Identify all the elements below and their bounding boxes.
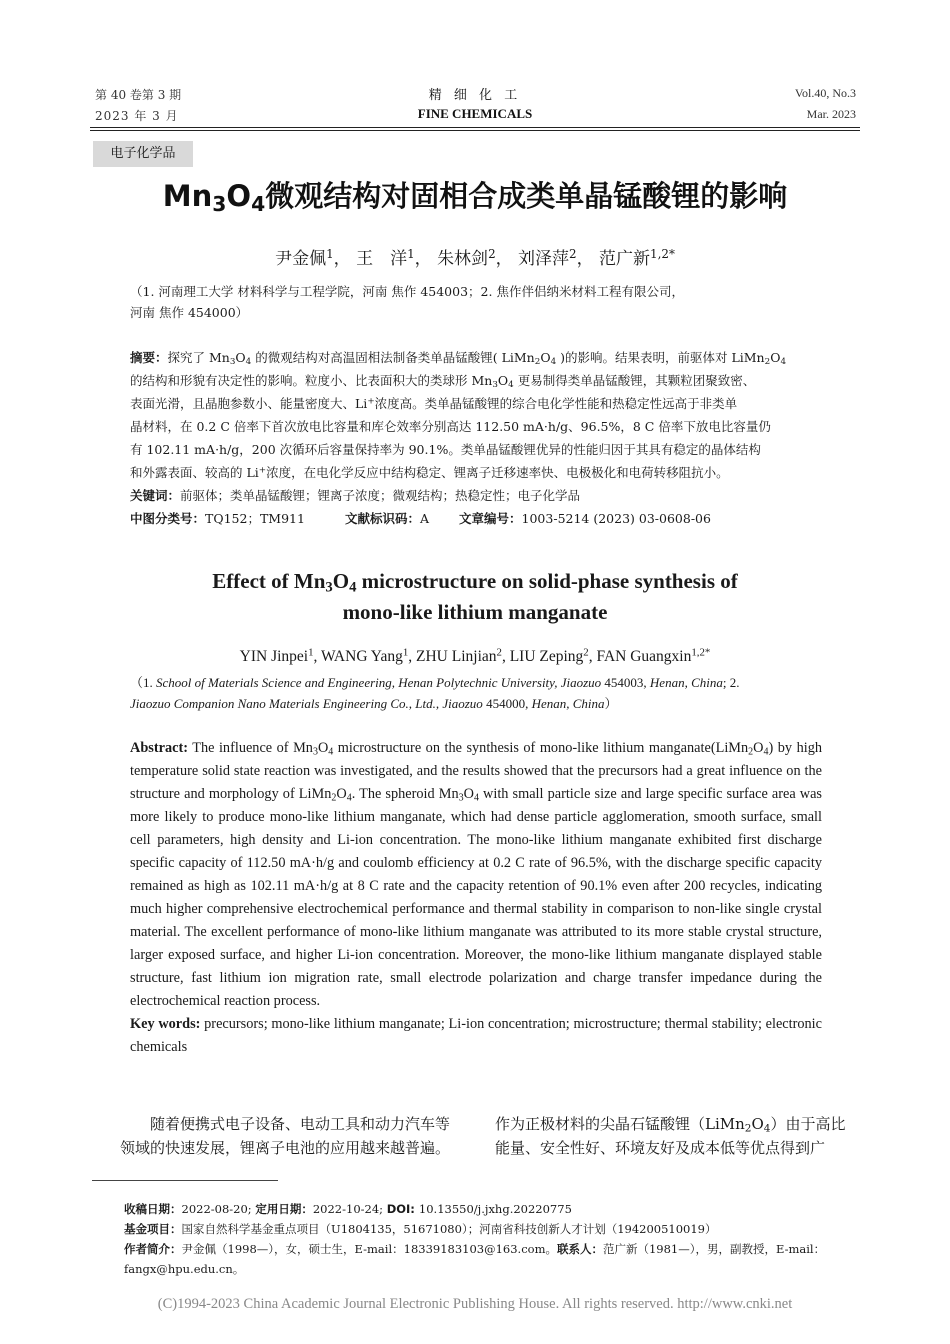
abstract-cn-text: 的结构和形貌有决定性的影响。粒度小、比表面积大的类球形 Mn [130, 373, 493, 388]
footnote-dates [124, 1199, 864, 1219]
abstract-en-sub: 4 [473, 792, 479, 804]
author-cn: 范广新 [599, 249, 651, 269]
title-en [0, 566, 950, 628]
abstract-en-text: O [336, 786, 347, 802]
footnote-contact-email: fangx@hpu.edu.cn。 [124, 1262, 245, 1276]
body-right-text: ）由于高比 [770, 1115, 846, 1133]
abstract-cn-text: )的影响。结果表明，前驱体对 LiMn [556, 350, 765, 365]
abstract-en-sub: 4 [328, 746, 334, 758]
affiliation-en-line [130, 672, 830, 693]
abstract-cn-line [130, 392, 822, 415]
title-cn-part: 微观结构对固相合成类单晶锰酸锂的影响 [265, 179, 788, 213]
keywords-cn-text: 前驱体；类单晶锰酸锂；锂离子浓度；微观结构；热稳定性；电子化学品 [180, 488, 581, 503]
author-en-affil: 1 [308, 646, 314, 659]
author-en-affil: 1 [402, 646, 409, 659]
article-no-value: 1003-5214 (2023) 03-0608-06 [521, 511, 711, 526]
affiliation-en-text: School of Materials Science and Engineering, Henan Polytechnic University, Jiaozuo [156, 675, 602, 690]
affiliation-cn [130, 281, 830, 323]
authors-cn [0, 244, 950, 269]
footnote-fund [124, 1219, 864, 1239]
classification-line [130, 507, 822, 530]
abstract-en-text: O [463, 786, 474, 802]
body-right-text: O [751, 1115, 764, 1133]
abstract-cn-label: 摘要： [130, 350, 168, 365]
authors-en [0, 648, 950, 666]
author-en: YIN Jinpei [239, 648, 309, 665]
affiliation-en-line [130, 693, 830, 714]
footnote-rule [92, 1180, 278, 1181]
author-cn-sep: ， [333, 249, 351, 269]
abstract-cn-sub: 4 [245, 357, 252, 368]
author-cn: 王 洋 [356, 249, 408, 269]
author-cn-affil: 1,2* [650, 247, 675, 262]
abstract-en-label: Abstract: [130, 740, 188, 756]
author-info-label: 作者简介： [124, 1242, 182, 1256]
header-date-cn: 2023 年 3 月 [95, 109, 179, 123]
author-cn-affil: 1 [326, 247, 334, 262]
header-journal-en: FINE CHEMICALS [417, 106, 533, 121]
affiliation-en-text: ） [604, 696, 618, 711]
contact-label: 联系人： [556, 1242, 603, 1256]
abstract-cn-text: 和外露表面、较高的 Li [130, 465, 259, 480]
accepted-date: 2022-10-24; [312, 1202, 387, 1216]
clc-value: TQ152；TM911 [205, 511, 305, 526]
abstract-cn-line [130, 346, 822, 369]
author-en-affil: 2 [496, 646, 502, 659]
doc-code-label: 文献标识码： [344, 511, 420, 526]
abstract-en-text: The influence of Mn [187, 740, 313, 756]
title-en-line [0, 566, 950, 597]
footnote-author [124, 1239, 864, 1259]
header-date-en: Mar. 2023 [806, 107, 856, 121]
abstract-en-text: O [317, 740, 329, 756]
abstract-en-sub: 4 [346, 792, 352, 804]
abstract-en-sub: 3 [312, 746, 318, 758]
header-journal-cn: 精 细 化 工 [428, 88, 522, 103]
doi-value: 10.13550/j.jxhg.20220775 [418, 1202, 572, 1216]
author-cn-affil: 2 [488, 247, 496, 262]
accepted-label: 定用日期： [255, 1202, 313, 1216]
author-cn-sep: ， [414, 249, 432, 269]
header-volume-en: Vol.40, No.3 [794, 86, 856, 100]
abstract-cn-text: 表面光滑，且晶胞参数小、能量密度大、Li [130, 396, 368, 411]
abstract-en-text: ) by high temperature solid state reaction was investigated, and the results showed that the precursors had a great influence on the structure and morphology of LiMn [130, 740, 822, 802]
abstract-cn-text: 更易制得类单晶锰酸锂，其颗粒团聚致密、 [513, 373, 756, 388]
abstract-cn-text: O [497, 373, 509, 388]
title-en-part: Effect of Mn [212, 569, 326, 593]
abstract-en-text: microstructure on the synthesis of mono-like lithium manganate(LiMn [333, 740, 749, 756]
title-en-line: mono-like lithium manganate [342, 600, 608, 624]
title-en-part: microstructure on solid-phase synthesis of [356, 569, 738, 593]
author-cn-sep: ， [495, 249, 513, 269]
abstract-cn-sup: + [258, 465, 267, 476]
body-right-sub: 4 [763, 1122, 771, 1135]
author-en: LIU Zeping [509, 648, 584, 665]
author-cn-sep: ， [576, 249, 594, 269]
author-en-sep: , [408, 648, 417, 665]
abstract-en [130, 737, 822, 1059]
body-left-line: 随着便携式电子设备、电动工具和动力汽车等 [150, 1115, 451, 1133]
doc-code-value: A [419, 511, 430, 526]
abstract-cn-sub: 4 [780, 357, 787, 368]
title-cn [0, 174, 950, 215]
affiliation-en-text: ; 2. [722, 675, 740, 690]
abstract-cn-sub: 4 [508, 380, 514, 391]
affiliation-en-text: 454003, [601, 675, 650, 690]
abstract-cn-text: O [540, 350, 551, 365]
abstract-cn-line: 有 102.11 mA·h/g，200 次循环后容量保持率为 90.1%。类单晶锰酸锂优异的性能归因于其具有稳定的晶体结构 [130, 442, 761, 457]
abstract-cn-text: O [235, 350, 246, 365]
author-en: FAN Guangxin [596, 648, 692, 665]
keywords-en [130, 1013, 822, 1059]
body-right-line: 能量、安全性好、环境友好及成本低等优点得到广 [495, 1139, 826, 1157]
author-cn: 尹金佩 [275, 249, 327, 269]
affiliation-en-text: Henan, China [531, 696, 605, 711]
title-en-sub: 4 [349, 579, 357, 596]
keywords-en-label: Key words: [130, 1016, 201, 1032]
abstract-en-text: . The spheroid Mn [351, 786, 459, 802]
affiliation-cn-line: 河南 焦作 454000） [130, 305, 249, 320]
section-badge: 电子化学品 [93, 141, 193, 167]
affiliation-en-text: Henan, China [649, 675, 723, 690]
abstract-cn-line: 晶材料，在 0.2 C 倍率下首次放电比容量和库仑效率分别高达 112.50 mA·h/g、96.5%，8 C 倍率下放电比容量仍 [130, 419, 771, 434]
abstract-cn-text: 的微观结构对高温固相法制备类单晶锰酸锂( LiMn [251, 350, 535, 365]
keywords-en-text: precursors; mono-like lithium manganate; Li-ion concentration; microstructure; thermal stability; electronic chemicals [130, 1016, 822, 1055]
body-column-right [495, 1112, 855, 1160]
title-en-part: O [332, 569, 350, 593]
author-info-value: 尹金佩（1998—），女，硕士生，E-mail：18339183103@163.com。 [181, 1242, 557, 1256]
abstract-cn [130, 346, 822, 530]
footnotes [124, 1199, 864, 1279]
title-cn-part: Mn [162, 179, 213, 213]
abstract-en-sub: 4 [763, 746, 769, 758]
doi-label: DOI: [386, 1202, 419, 1216]
author-cn-affil: 1 [407, 247, 415, 262]
abstract-cn-sup: + [367, 396, 375, 407]
header-rule-bottom [90, 130, 860, 131]
received-label: 收稿日期： [124, 1202, 182, 1216]
abstract-cn-sub: 3 [492, 380, 498, 391]
title-cn-sub: 3 [212, 192, 227, 217]
abstract-cn-sub: 3 [229, 357, 236, 368]
affiliation-en-text: 454000, [482, 696, 532, 711]
affiliation-en-text: （1. [130, 675, 157, 690]
author-cn: 刘泽萍 [518, 249, 570, 269]
body-right-line [495, 1112, 855, 1136]
abstract-en-sub: 3 [458, 792, 464, 804]
body-right-sub: 2 [744, 1122, 752, 1135]
clc-label: 中图分类号： [130, 511, 206, 526]
abstract-cn-sub: 4 [550, 357, 557, 368]
abstract-cn-text: O [770, 350, 781, 365]
title-en-sub: 3 [325, 579, 333, 596]
abstract-cn-text: 浓度，在电化学反应中结构稳定、锂离子迁移速率快、电极极化和电荷转移阻抗小。 [266, 465, 729, 480]
abstract-cn-sub: 2 [764, 357, 771, 368]
body-right-text: 作为正极材料的尖晶石锰酸锂（LiMn [495, 1115, 745, 1133]
author-en-sep: , [313, 648, 322, 665]
fund-label: 基金项目： [124, 1222, 182, 1236]
author-cn-affil: 2 [569, 247, 577, 262]
abstract-en-text: with small particle size and large specific surface area was more likely to produce mono-like lithium manganate, which had dense particle agglomeration, smooth surface, small cell parameters, high density and Li-ion concentration. The mono-like lithium manganate exhibited first discharge specific capacity of 112.50 mA·h/g and coulomb efficiency at 0.2 C rate of 96.5%, with the discharge specific capacity remained as high as 102.11 mA·h/g at 8 C rate and the capacity retention of 90.1% even after 200 recycles, indicating much higher comprehensive electrochemical performance and thermal stability in comparison to non-like single crystal material. The excellent performance of mono-like lithium manganate was attributed to its more stable crystal structure, larger exposed surface, and higher Li-ion concentration. Moreover, the mono-like lithium manganate displayed stable structure, fast lithium ion migration rate, small electrode polarization and charge transfer impedance during the electrochemical reaction process. [130, 786, 822, 1009]
body-left-line: 领域的快速发展，锂离子电池的应用越来越普遍。 [120, 1139, 451, 1157]
abstract-en-body [130, 737, 822, 1013]
title-cn-part: O [226, 179, 252, 213]
author-en: ZHU Linjian [416, 648, 497, 665]
header-volume-cn: 第 40 卷第 3 期 [95, 88, 182, 102]
abstract-cn-text: 浓度高。类单晶锰酸锂的综合电化学性能和热稳定性远高于非类单 [374, 396, 738, 411]
author-en-sep: , [501, 648, 510, 665]
affiliation-en [130, 672, 830, 714]
abstract-cn-text: 探究了 Mn [167, 350, 230, 365]
abstract-cn-line [130, 369, 822, 392]
keywords-cn-label: 关键词： [130, 488, 181, 503]
affiliation-cn-line: （1. 河南理工大学 材料科学与工程学院，河南 焦作 454003；2. 焦作伴侣纳米材料工程有限公司， [130, 284, 684, 299]
affiliation-en-text: Jiaozuo Companion Nano Materials Engineering Co., Ltd., Jiaozuo [130, 696, 483, 711]
header-rule-top [90, 127, 860, 128]
author-en-affil: 2 [583, 646, 589, 659]
author-cn: 朱林剑 [437, 249, 489, 269]
abstract-cn-sub: 2 [534, 357, 541, 368]
author-en-affil: 1,2* [691, 646, 711, 659]
body-column-left [120, 1112, 480, 1160]
contact-value: 范广新（1981—），男，副教授，E-mail： [602, 1242, 826, 1256]
fund-value: 国家自然科学基金重点项目（U1804135，51671080）；河南省科技创新人才计划（194200510019） [181, 1222, 717, 1236]
abstract-en-sub: 2 [748, 746, 754, 758]
title-cn-sub: 4 [251, 192, 266, 217]
abstract-en-text: O [753, 740, 764, 756]
abstract-cn-line [130, 461, 822, 484]
abstract-en-sub: 2 [331, 792, 337, 804]
article-no-label: 文章编号： [459, 511, 522, 526]
author-en-sep: , [588, 648, 597, 665]
copyright-footer: (C)1994-2023 China Academic Journal Electronic Publishing House. All rights reserved. http://www.cnki.net [157, 1296, 793, 1312]
received-date: 2022-08-20; [181, 1202, 256, 1216]
author-en: WANG Yang [321, 648, 403, 665]
keywords-cn [130, 484, 822, 507]
